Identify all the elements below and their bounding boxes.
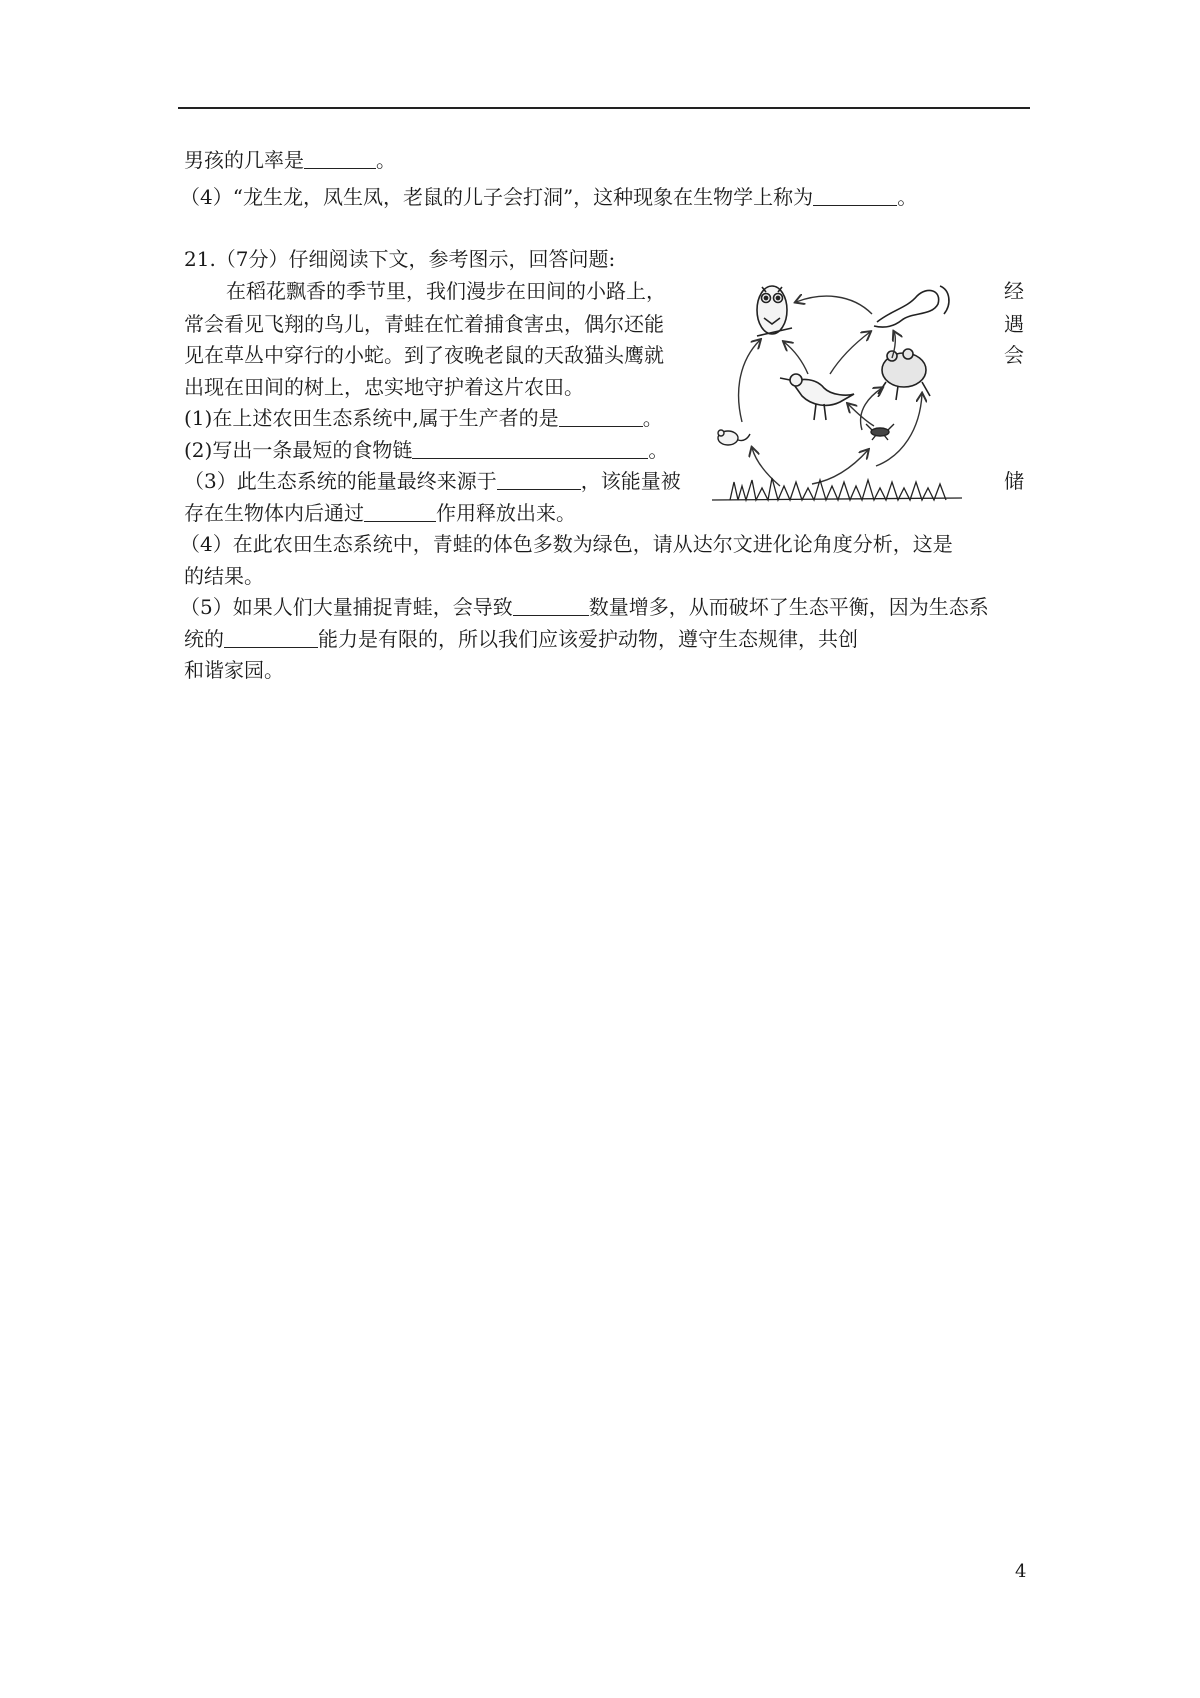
passage-line-4: 出现在田间的树上，忠实地守护着这片农田。 (184, 375, 584, 399)
subquestion-1 (184, 404, 663, 432)
page-number: 4 (1015, 1561, 1027, 1582)
text: ，该能量被 (580, 469, 681, 493)
subquestion-3 (184, 467, 681, 495)
passage-right-char-1: 经 (1004, 279, 1024, 303)
passage-line-1: 在稻花飘香的季节里，我们漫步在田间的小路上， (226, 279, 666, 303)
text: （3）此生态系统的能量最终来源于 (184, 469, 497, 493)
subquestion-3-cont (184, 499, 576, 527)
answer-blank[interactable] (813, 185, 897, 206)
answer-blank[interactable] (559, 406, 643, 427)
text: 能力是有限的，所以我们应该爱护动物，遵守生态规律，共创 (318, 627, 858, 651)
subquestion-4-cont: 的结果。 (184, 564, 264, 588)
text: 。 (642, 406, 663, 430)
line-heredity-question (180, 183, 917, 211)
frog-icon (878, 349, 930, 400)
text: 男孩的几率是 (184, 148, 304, 172)
question-21-title: 21.（7分）仔细阅读下文，参考图示，回答问题: (184, 247, 616, 271)
mouse-icon (718, 430, 750, 445)
answer-blank[interactable] (497, 469, 581, 490)
grass-icon (712, 478, 962, 500)
text: 数量增多，从而破坏了生态平衡，因为生态系 (588, 595, 989, 619)
subquestion-4: （4）在此农田生态系统中，青蛙的体色多数为绿色，请从达尔文进化论角度分析，这是 (180, 532, 953, 556)
text: （4）“龙生龙，凤生凤，老鼠的儿子会打洞”，这种现象在生物学上称为 (180, 185, 814, 209)
answer-blank[interactable] (304, 148, 376, 169)
snake-icon (874, 286, 949, 327)
passage-right-char-3: 会 (1004, 343, 1024, 367)
owl-icon (757, 286, 792, 336)
text: (2)写出一条最短的食物链 (184, 438, 413, 462)
header-rule (178, 107, 1030, 109)
text: (1)在上述农田生态系统中,属于生产者的是 (184, 406, 559, 430)
answer-blank[interactable] (513, 595, 589, 616)
text: 。 (897, 185, 918, 209)
passage-line-3: 见在草丛中穿行的小蛇。到了夜晚老鼠的天敌猫头鹰就 (184, 343, 664, 367)
answer-blank[interactable] (412, 438, 648, 459)
subquestion-5-end: 和谐家园。 (184, 658, 284, 682)
passage-right-char-4: 储 (1004, 469, 1024, 493)
text: 。 (376, 148, 396, 172)
answer-blank[interactable] (364, 501, 436, 522)
passage-right-char-2: 遇 (1004, 312, 1024, 336)
food-web-diagram (712, 270, 982, 510)
subquestion-2 (184, 436, 668, 464)
text: 。 (648, 438, 669, 462)
passage-line-2: 常会看见飞翔的鸟儿，青蛙在忙着捕食害虫，偶尔还能 (184, 312, 664, 336)
text: 统的 (184, 627, 224, 651)
text: 作用释放出来。 (436, 501, 576, 525)
answer-blank[interactable] (224, 627, 318, 648)
line-boy-probability (184, 146, 396, 174)
text: （5）如果人们大量捕捉青蛙，会导致 (180, 595, 513, 619)
insect-icon (866, 424, 894, 440)
subquestion-5 (180, 593, 989, 621)
text: 存在生物体内后通过 (184, 501, 364, 525)
subquestion-5-cont (184, 625, 858, 653)
bird-icon (780, 374, 854, 420)
